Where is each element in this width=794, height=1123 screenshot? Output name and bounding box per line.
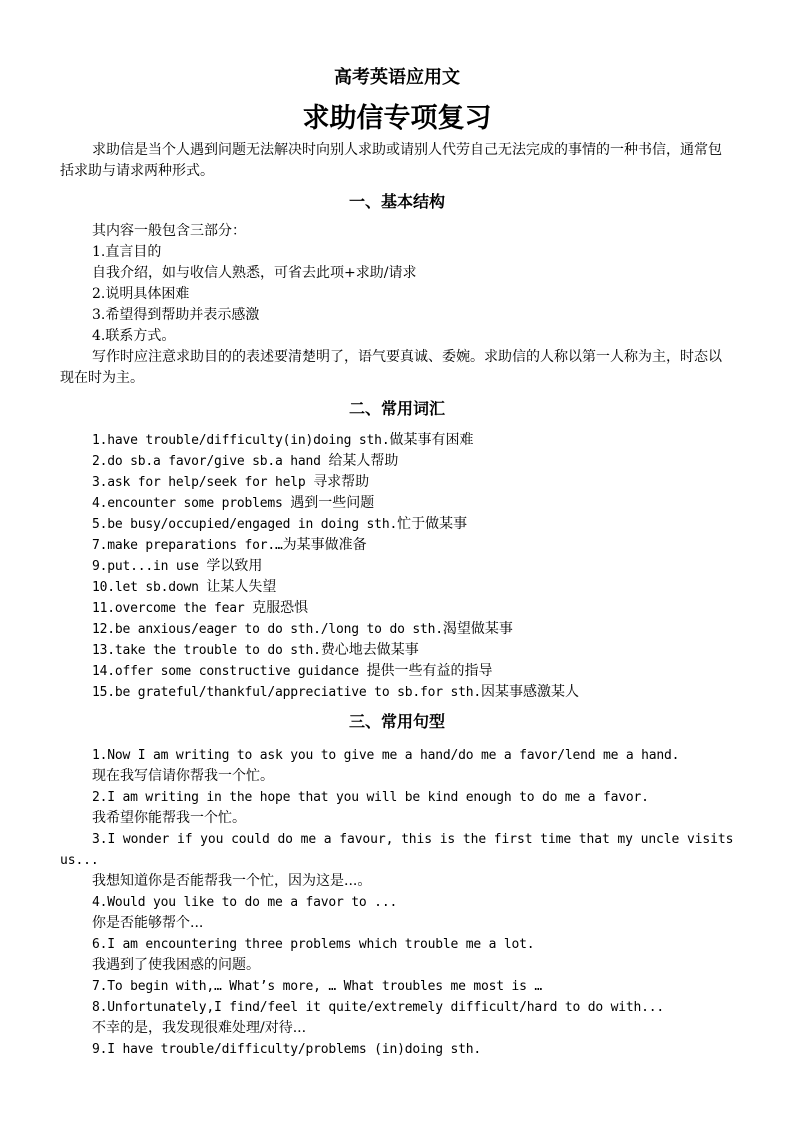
vocab-item: 9.put...in use 学以致用 <box>92 558 263 574</box>
sentence-cn: 不幸的是，我发现很难处理/对待... <box>92 1020 307 1036</box>
vocab-item: 12.be anxious/eager to do sth./long to do sth.渴望做某事 <box>92 621 513 637</box>
sentence-en: 3.I wonder if you could do me a favour, this is the first time that my uncle visits us... <box>60 832 734 868</box>
structure-line: 2.说明具体困难 <box>92 286 190 302</box>
vocab-item: 1.have trouble/difficulty(in)doing sth.做某事有困难 <box>92 432 474 448</box>
vocab-item: 2.do sb.a favor/give sb.a hand 给某人帮助 <box>92 453 399 469</box>
structure-line: 自我介绍，如与收信人熟悉，可省去此项+求助/请求 <box>92 265 417 281</box>
structure-line: 其内容一般包含三部分： <box>92 223 246 239</box>
structure-note: 写作时应注意求助目的的表述要清楚明了，语气要真诚、委婉。求助信的人称以第一人称为主，时态以现在时为主。 <box>60 349 722 386</box>
vocab-item: 5.be busy/occupied/engaged in doing sth.忙于做某事 <box>92 516 468 532</box>
vocab-item: 3.ask for help/seek for help 寻求帮助 <box>92 474 370 490</box>
structure-line: 1.直言目的 <box>92 244 162 260</box>
structure-line: 3.希望得到帮助并表示感激 <box>92 307 260 323</box>
sentence-cn: 你是否能够帮个... <box>92 915 204 931</box>
vocab-item: 14.offer some constructive guidance 提供一些有益的指导 <box>92 663 493 679</box>
sentence-en: 1.Now I am writing to ask you to give me a hand/do me a favor/lend me a hand. <box>92 748 680 763</box>
sentence-cn: 我想知道你是否能帮我一个忙，因为这是...。 <box>92 873 372 889</box>
section-heading-structure: 一、基本结构 <box>348 192 445 211</box>
structure-line: 4.联系方式。 <box>92 328 176 344</box>
vocab-item: 13.take the trouble to do sth.费心地去做某事 <box>92 642 419 658</box>
section-heading-vocabulary: 二、常用词汇 <box>348 399 445 418</box>
sentence-en: 6.I am encountering three problems which trouble me a lot. <box>92 937 535 952</box>
sentence-en: 2.I am writing in the hope that you will be kind enough to do me a favor. <box>92 790 649 805</box>
sentence-en: 4.Would you like to do me a favor to ... <box>92 895 398 910</box>
vocab-item: 10.let sb.down 让某人失望 <box>92 579 277 595</box>
section-heading-sentences: 三、常用句型 <box>348 712 445 731</box>
document-subtitle: 高考英语应用文 <box>334 67 460 88</box>
sentence-cn: 我希望你能帮我一个忙。 <box>92 810 246 826</box>
document-page <box>60 66 734 1060</box>
intro-paragraph: 求助信是当个人遇到问题无法解决时向别人求助或请别人代劳自己无法完成的事情的一种书信，通常包括求助与请求两种形式。 <box>60 142 722 179</box>
document-title: 求助信专项复习 <box>302 103 492 134</box>
vocab-item: 11.overcome the fear 克服恐惧 <box>92 600 309 616</box>
sentence-en: 7.To begin with,… What’s more, … What troubles me most is … <box>92 979 542 994</box>
vocab-item: 7.make preparations for.…为某事做准备 <box>92 537 367 553</box>
sentence-cn: 我遇到了使我困惑的问题。 <box>92 957 260 973</box>
sentence-en: 9.I have trouble/difficulty/problems (in)doing sth. <box>92 1042 481 1057</box>
vocab-item: 15.be grateful/thankful/appreciative to sb.for sth.因某事感激某人 <box>92 684 579 700</box>
vocab-item: 4.encounter some problems 遇到一些问题 <box>92 495 375 511</box>
sentence-en: 8.Unfortunately,I find/feel it quite/extremely difficult/hard to do with... <box>92 1000 664 1015</box>
sentence-cn: 现在我写信请你帮我一个忙。 <box>92 768 274 784</box>
